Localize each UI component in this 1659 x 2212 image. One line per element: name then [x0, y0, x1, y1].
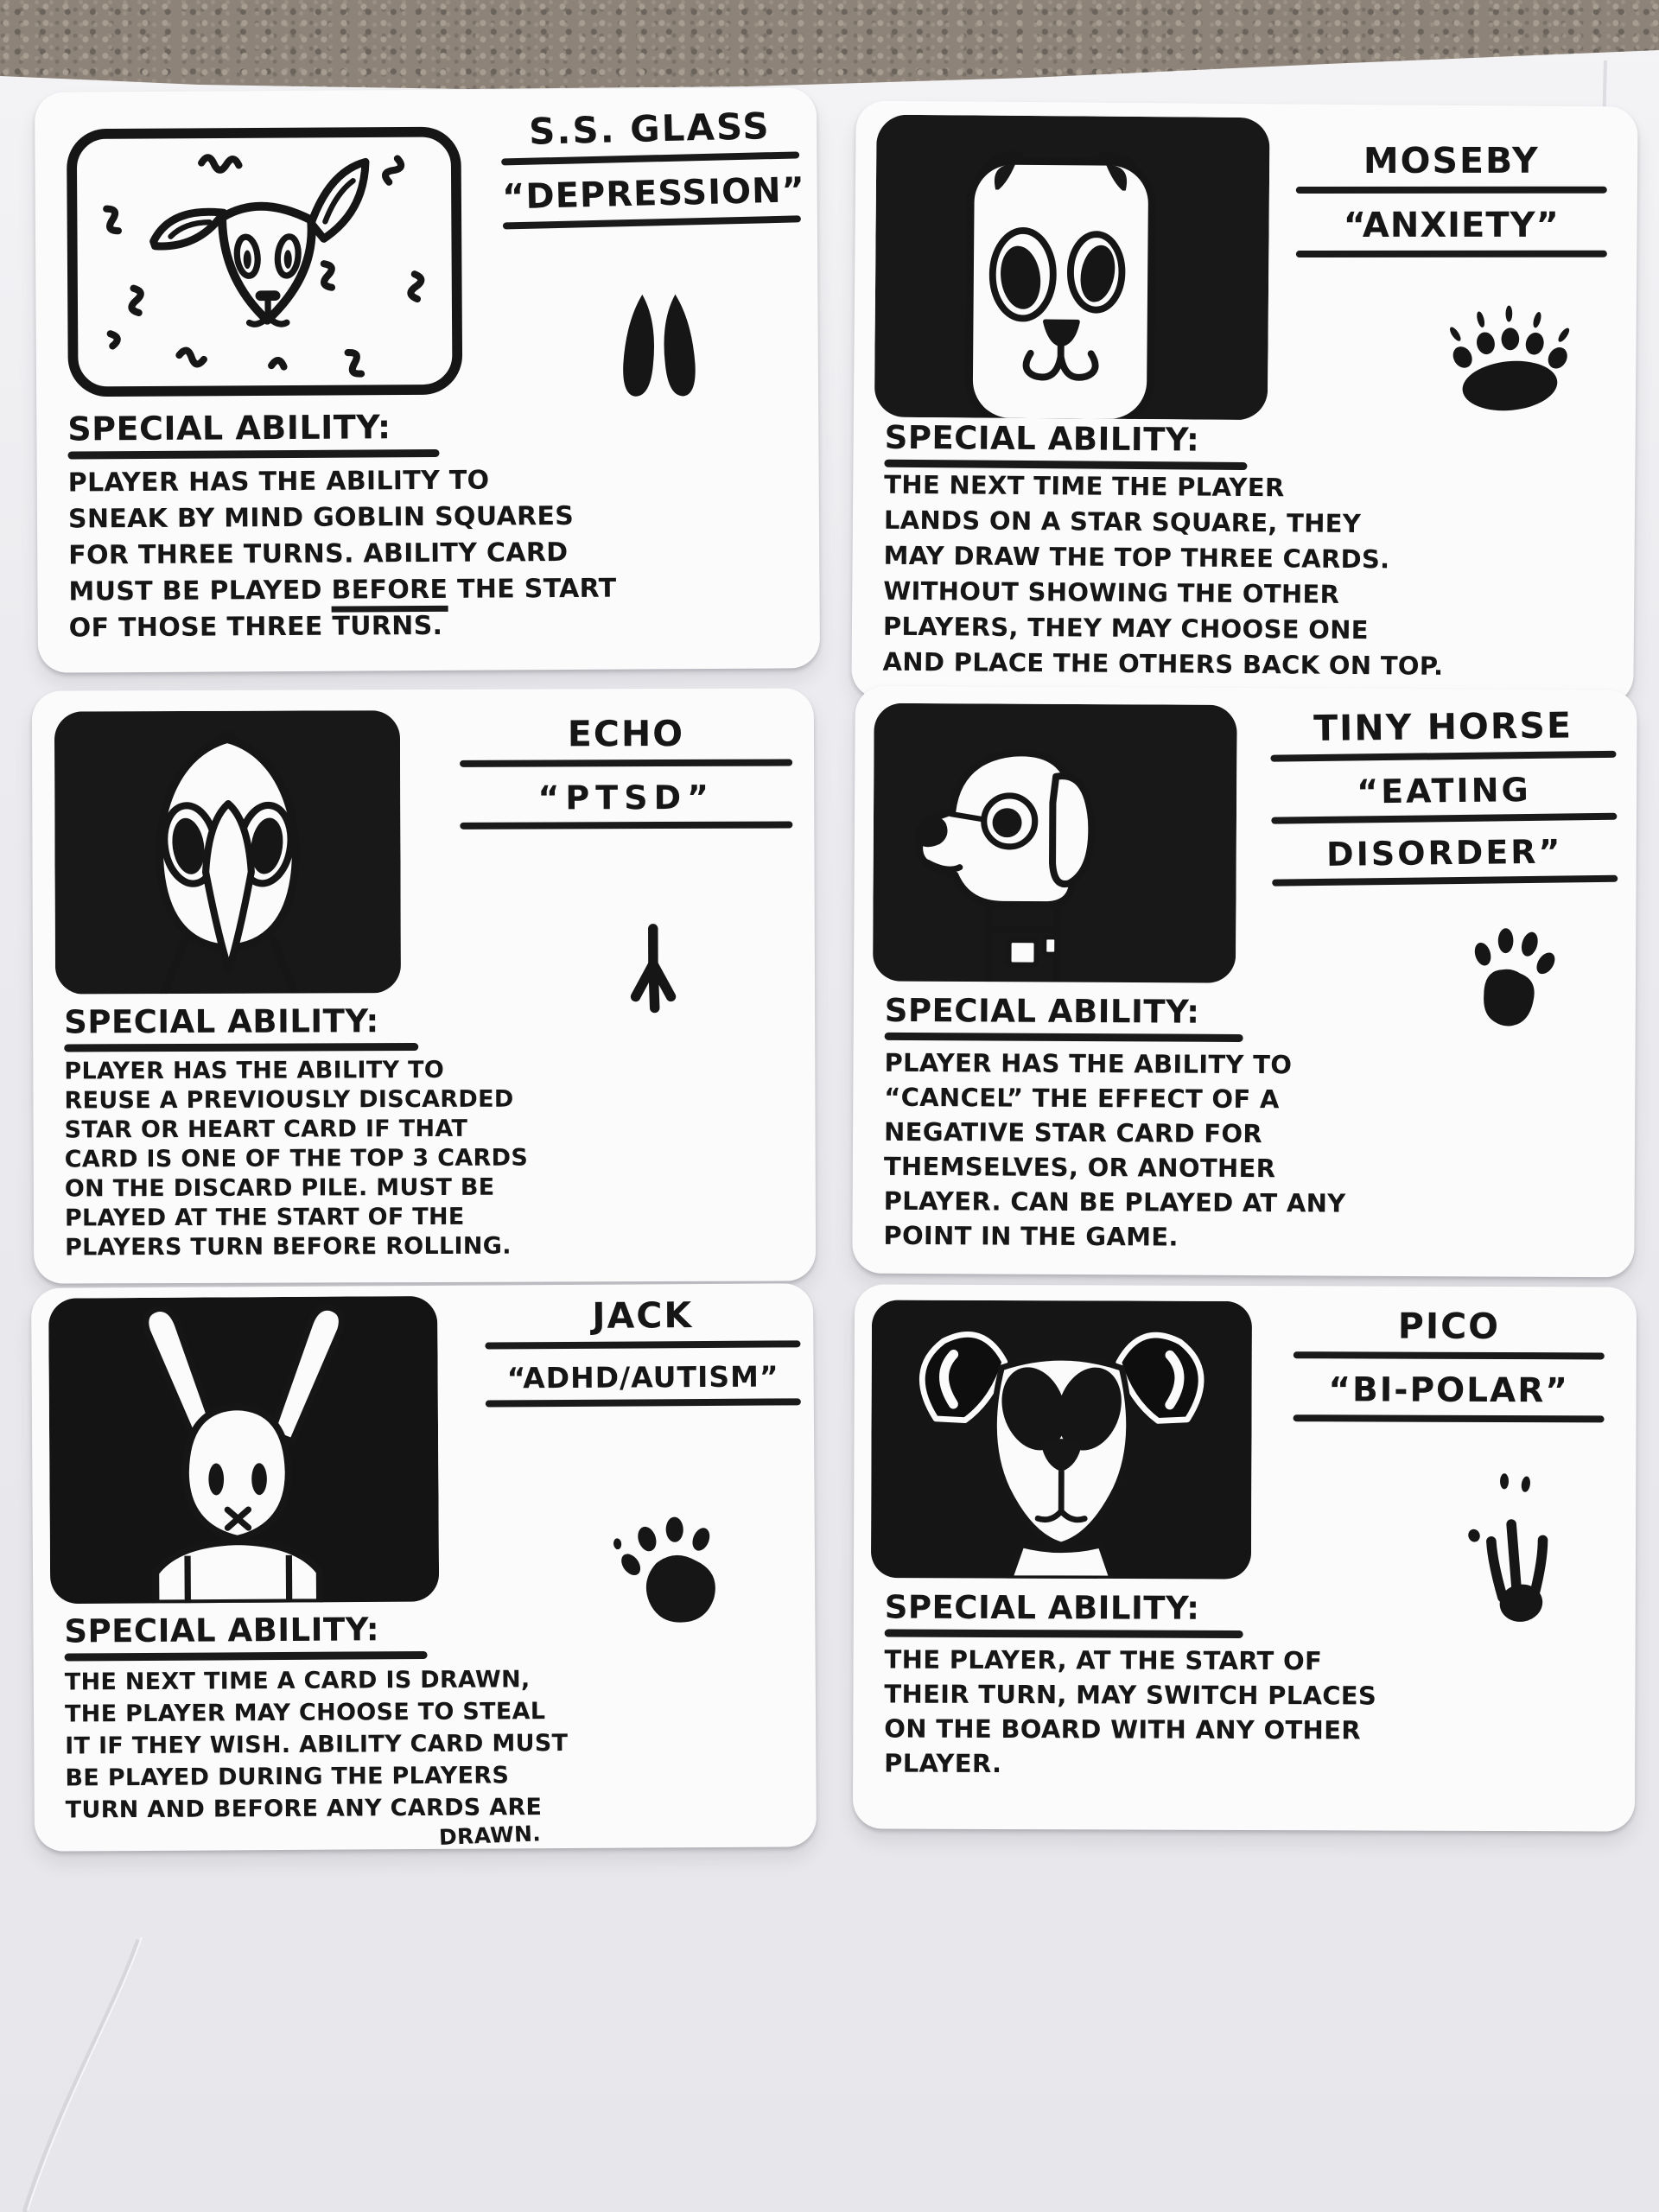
card-title [1294, 1305, 1605, 1434]
special-ability-header: SPECIAL ABILITY: [885, 992, 1243, 1042]
condition-name: “ANXIETY” [1343, 205, 1560, 245]
underline [1272, 875, 1618, 887]
mouse-rabbit-illustration [871, 1300, 1252, 1579]
card-title [1296, 140, 1607, 270]
bird-track-icon [614, 920, 692, 1027]
ability-card-pico [853, 1284, 1637, 1831]
underline [501, 151, 799, 165]
sheep-hoof-print-icon [613, 285, 704, 405]
underline [1296, 187, 1607, 194]
ability-text: THE PLAYER, AT THE START OF THEIR TURN, MAY SWITCH PLACES ON THE BOARD WITH ANY OTHER PLAYER. [884, 1644, 1377, 1779]
animal-name: ECHO [567, 712, 685, 755]
ability-text: PLAYER HAS THE ABILITY TO REUSE A PREVIOUSLY DISCARDED STAR OR HEART CARD IF THAT CARD IS ONE OF THE TOP 3 CARDS ON THE DISCARD PILE. MUST BE PLAYED AT THE START OF THE PLAYERS TURN BEFORE ROLLING. [64, 1056, 529, 1262]
underline [503, 215, 801, 229]
rabbit-illustration [48, 1296, 439, 1604]
cat-paw-print-icon [609, 1498, 736, 1633]
bird-illustration [54, 710, 401, 995]
underlined-word: BEFORE [331, 575, 448, 613]
underline [885, 1630, 1243, 1638]
condition-name: “BI-POLAR” [1328, 1370, 1570, 1411]
underline [486, 1398, 801, 1407]
underline [1270, 751, 1616, 762]
special-ability-header: SPECIAL ABILITY: [64, 1002, 418, 1052]
condition-name: “DEPRESSION” [501, 170, 806, 218]
special-ability-header: SPECIAL ABILITY: [67, 408, 439, 460]
underline [885, 1033, 1243, 1042]
underline [1296, 251, 1607, 257]
animal-name: PICO [1397, 1305, 1501, 1348]
underline [460, 760, 792, 767]
special-ability-header: SPECIAL ABILITY: [885, 1589, 1243, 1638]
card-title [460, 713, 793, 842]
animal-name: S.S. GLASS [528, 105, 772, 153]
animal-name: MOSEBY [1363, 139, 1540, 181]
dog-paw-print-icon [1459, 915, 1564, 1033]
ability-text: THE NEXT TIME A CARD IS DRAWN, THE PLAYER MAY CHOOSE TO STEAL IT IF THEY WISH. ABILITY CARD MUST BE PLAYED DURING THE PLAYERS TURN AND BEFORE ANY CARDS ARE DRAWN. [65, 1662, 792, 1849]
special-ability-header: SPECIAL ABILITY: [64, 1611, 427, 1662]
ability-card-tiny-horse [852, 686, 1637, 1278]
bear-paw-print-icon [1437, 285, 1586, 416]
condition-name: “PTSD” [537, 778, 715, 817]
underline [1271, 813, 1617, 824]
ability-text-tail: DRAWN. [438, 1821, 542, 1851]
condition-name: “ADHD/AUTISM” [506, 1359, 779, 1395]
possum-track-icon [1461, 1470, 1562, 1628]
animal-name: TINY HORSE [1313, 704, 1573, 750]
underline [64, 1043, 418, 1052]
card-title [485, 1294, 801, 1419]
condition-name-bottom: DISORDER” [1325, 832, 1563, 874]
ability-text: THE NEXT TIME THE PLAYER LANDS ON A STAR SQUARE, THEY MAY DRAW THE TOP THREE CARDS. WITHOUT SHOWING THE OTHER PLAYERS, THEY MAY CHOOSE ONE AND PLACE THE OTHERS BACK ON TOP. [882, 469, 1444, 681]
condition-name-top: “EATING [1356, 770, 1531, 811]
ability-text: PLAYER HAS THE ABILITY TO SNEAK BY MIND GOBLIN SQUARES FOR THREE TURNS. ABILITY CARD MUST BE PLAYED BEFORE THE START OF THOSE THREE TURNS. [67, 465, 617, 644]
dog-illustration [873, 703, 1237, 983]
underline [67, 449, 439, 460]
underline [485, 1340, 800, 1349]
card-title [1270, 704, 1618, 899]
underline [460, 822, 792, 830]
ability-text: PLAYER HAS THE ABILITY TO “CANCEL” THE EFFECT OF A NEGATIVE STAR CARD FOR THEMSELVES, OR ANOTHER PLAYER. CAN BE PLAYED AT ANY POINT IN THE GAME. [883, 1047, 1346, 1252]
ability-card-jack [31, 1283, 817, 1852]
sheep-illustration [60, 121, 468, 404]
animal-name: JACK [592, 1294, 694, 1337]
underline [1294, 1351, 1605, 1359]
ability-card-echo [32, 688, 816, 1283]
ability-card-moseby [851, 100, 1637, 704]
ability-card-ss-glass [35, 87, 820, 673]
underline [65, 1651, 428, 1662]
special-ability-header: SPECIAL ABILITY: [884, 419, 1247, 470]
bear-illustration [874, 115, 1270, 421]
underline [1294, 1414, 1605, 1422]
card-title [500, 104, 806, 241]
